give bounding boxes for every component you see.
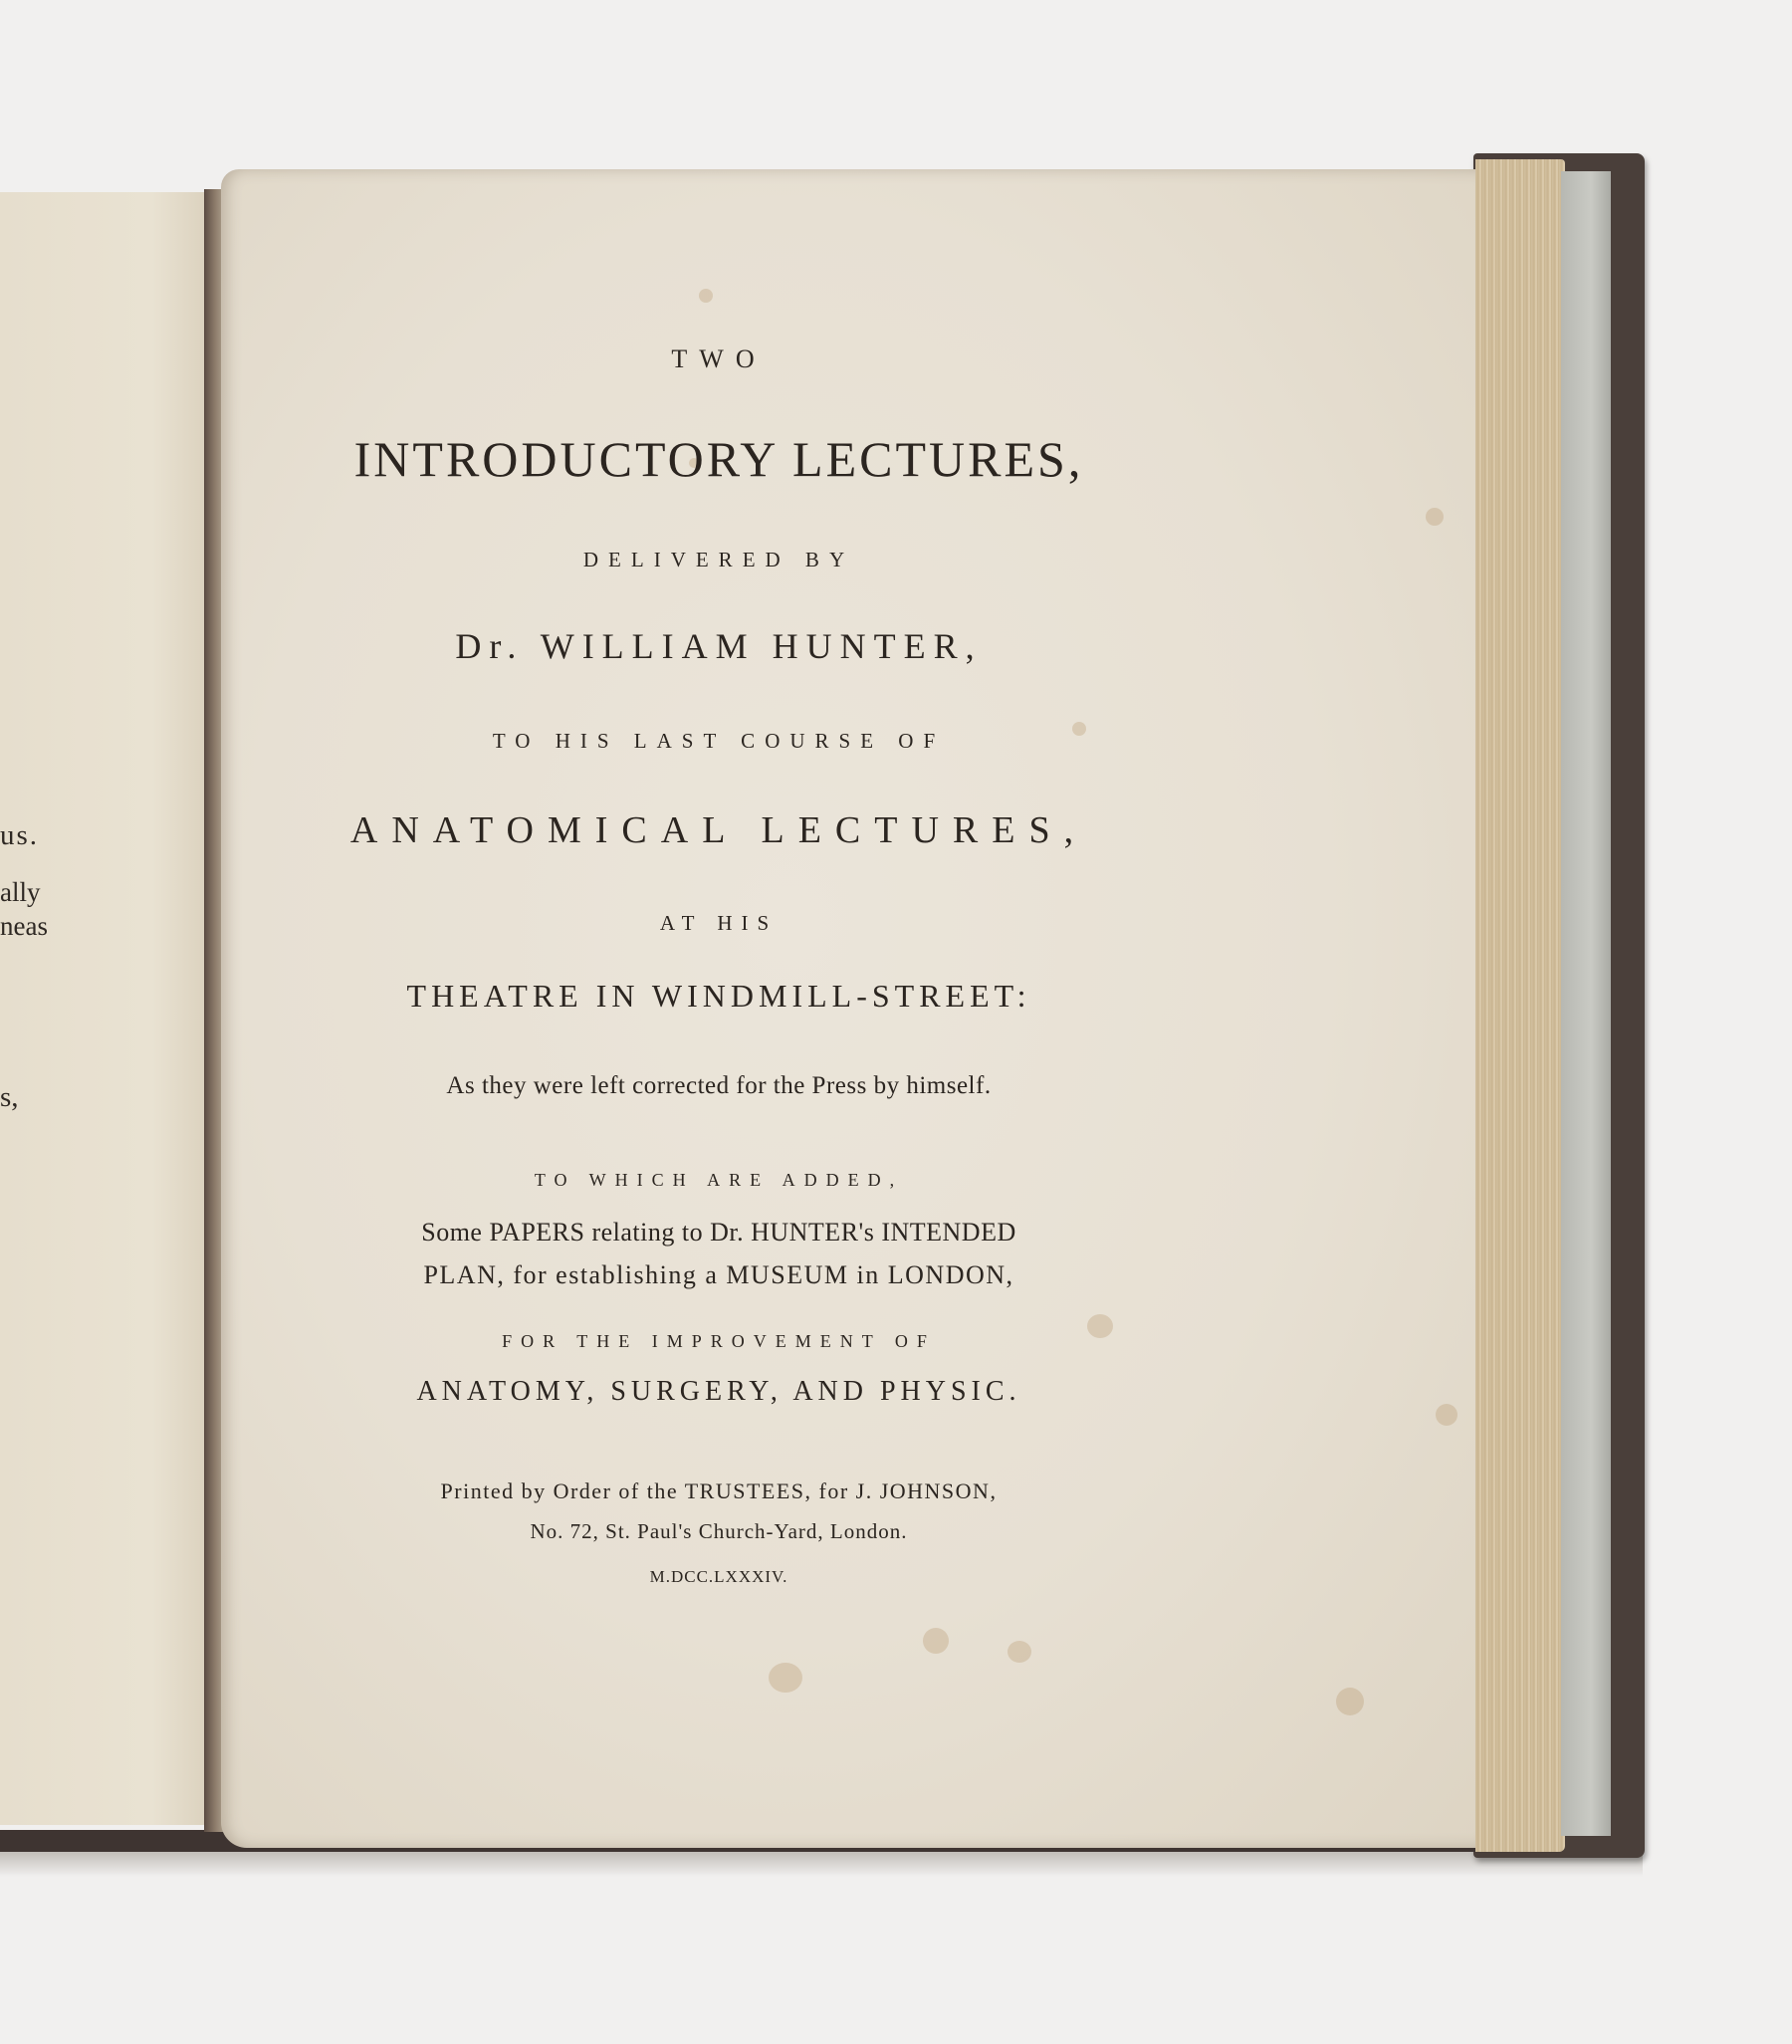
title-improvement: FOR THE IMPROVEMENT OF xyxy=(502,1331,936,1351)
imprint-printed-by: Printed by Order of the TRUSTEES, for J. JOHNSON, xyxy=(440,1478,998,1503)
foxing-spot xyxy=(1008,1641,1031,1663)
left-text-fragment: s, xyxy=(0,1081,19,1113)
title-anatomical-lectures: ANATOMICAL LECTURES, xyxy=(349,809,1088,851)
page-fore-edge xyxy=(1475,159,1565,1852)
title-introductory-lectures: INTRODUCTORY LECTURES, xyxy=(353,431,1084,487)
endpaper-edge xyxy=(1561,171,1611,1836)
title-plan: PLAN, for establishing a MUSEUM in LONDON, xyxy=(423,1260,1014,1289)
title-papers: Some PAPERS relating to Dr. HUNTER's INTENDED xyxy=(421,1218,1016,1247)
title-delivered-by: DELIVERED BY xyxy=(582,548,855,571)
foxing-spot xyxy=(923,1628,949,1654)
foxing-spot xyxy=(1436,1404,1457,1426)
left-text-fragment: neas xyxy=(0,911,48,941)
title-theatre: THEATRE IN WINDMILL-STREET: xyxy=(406,978,1031,1014)
title-at-his: AT HIS xyxy=(659,911,779,935)
foxing-spot xyxy=(1336,1688,1364,1715)
foxing-spot xyxy=(769,1663,802,1693)
foxing-spot xyxy=(1426,508,1444,526)
foxing-spot xyxy=(699,289,713,303)
title-anatomy-surgery-physic: ANATOMY, SURGERY, AND PHYSIC. xyxy=(416,1376,1021,1407)
imprint-address: No. 72, St. Paul's Church-Yard, London. xyxy=(530,1519,908,1543)
title-author: Dr. WILLIAM HUNTER, xyxy=(455,626,983,666)
left-text-fragment: us. xyxy=(0,819,40,851)
title-corrected-note: As they were left corrected for the Press by himself. xyxy=(446,1072,992,1099)
title-last-course: TO HIS LAST COURSE OF xyxy=(492,729,946,753)
title-line-two: TWO xyxy=(671,344,767,373)
left-text-fragment: ally xyxy=(0,877,41,907)
left-page xyxy=(0,192,217,1825)
imprint-date: M.DCC.LXXXIV. xyxy=(649,1567,788,1586)
title-which-are-added: TO WHICH ARE ADDED, xyxy=(534,1170,904,1190)
